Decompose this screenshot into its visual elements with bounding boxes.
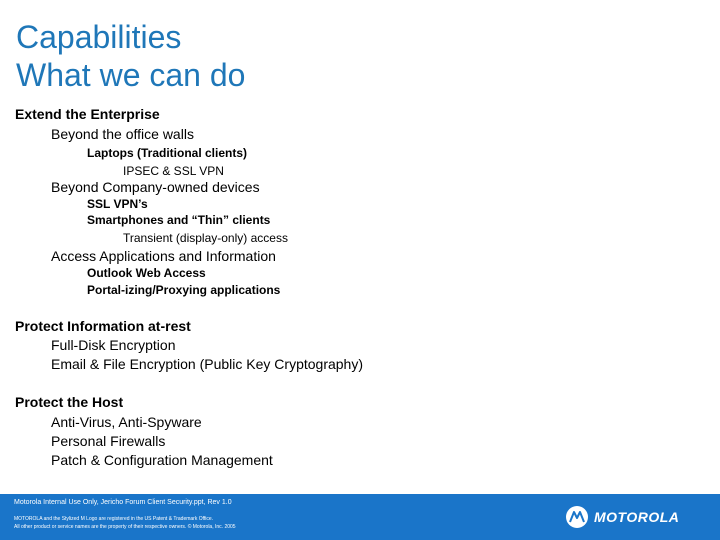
section-heading: Protect Information at-rest xyxy=(15,318,191,334)
motorola-logo xyxy=(566,502,679,532)
bullet-level-2: Email & File Encryption (Public Key Cryptography) xyxy=(51,356,364,372)
slide-title xyxy=(16,18,245,94)
bullet-level-3: SSL VPN’s xyxy=(87,197,148,211)
bullet-level-3: Portal-izing/Proxying applications xyxy=(87,283,281,297)
bullet-level-4: IPSEC & SSL VPN xyxy=(123,164,224,178)
bullet-level-2: Anti-Virus, Anti-Spyware xyxy=(51,414,202,430)
bullet-level-3: Laptops (Traditional clients) xyxy=(87,146,248,160)
bullet-level-3: Outlook Web Access xyxy=(87,266,206,280)
footer-copyright-line: All other product or service names are the property of their respective owners. © Motorola, Inc. 2005 xyxy=(14,524,236,530)
bullet-level-3: Smartphones and “Thin” clients xyxy=(87,213,271,227)
section-heading: Extend the Enterprise xyxy=(15,106,160,122)
bullet-level-2: Full-Disk Encryption xyxy=(51,337,176,353)
bullet-level-4: Transient (display-only) access xyxy=(123,231,288,245)
bullet-level-2: Personal Firewalls xyxy=(51,433,166,449)
title-line-1: Capabilities xyxy=(16,19,182,55)
bullet-level-2: Beyond Company-owned devices xyxy=(51,179,260,195)
motorola-m-icon xyxy=(566,506,588,528)
bullet-level-2: Patch & Configuration Management xyxy=(51,452,273,468)
footer-bar xyxy=(0,494,720,540)
footer-caption: Motorola Internal Use Only, Jericho Forum Client Security.ppt, Rev 1.0 xyxy=(14,499,232,506)
footer-trademark-line: MOTOROLA and the Stylized M Logo are registered in the US Patent & Trademark Office. xyxy=(14,516,214,522)
logo-wordmark: MOTOROLA xyxy=(594,509,680,525)
title-line-2: What we can do xyxy=(16,57,246,93)
section-heading: Protect the Host xyxy=(15,394,124,410)
bullet-level-2: Access Applications and Information xyxy=(51,248,276,264)
bullet-level-2: Beyond the office walls xyxy=(51,126,194,142)
